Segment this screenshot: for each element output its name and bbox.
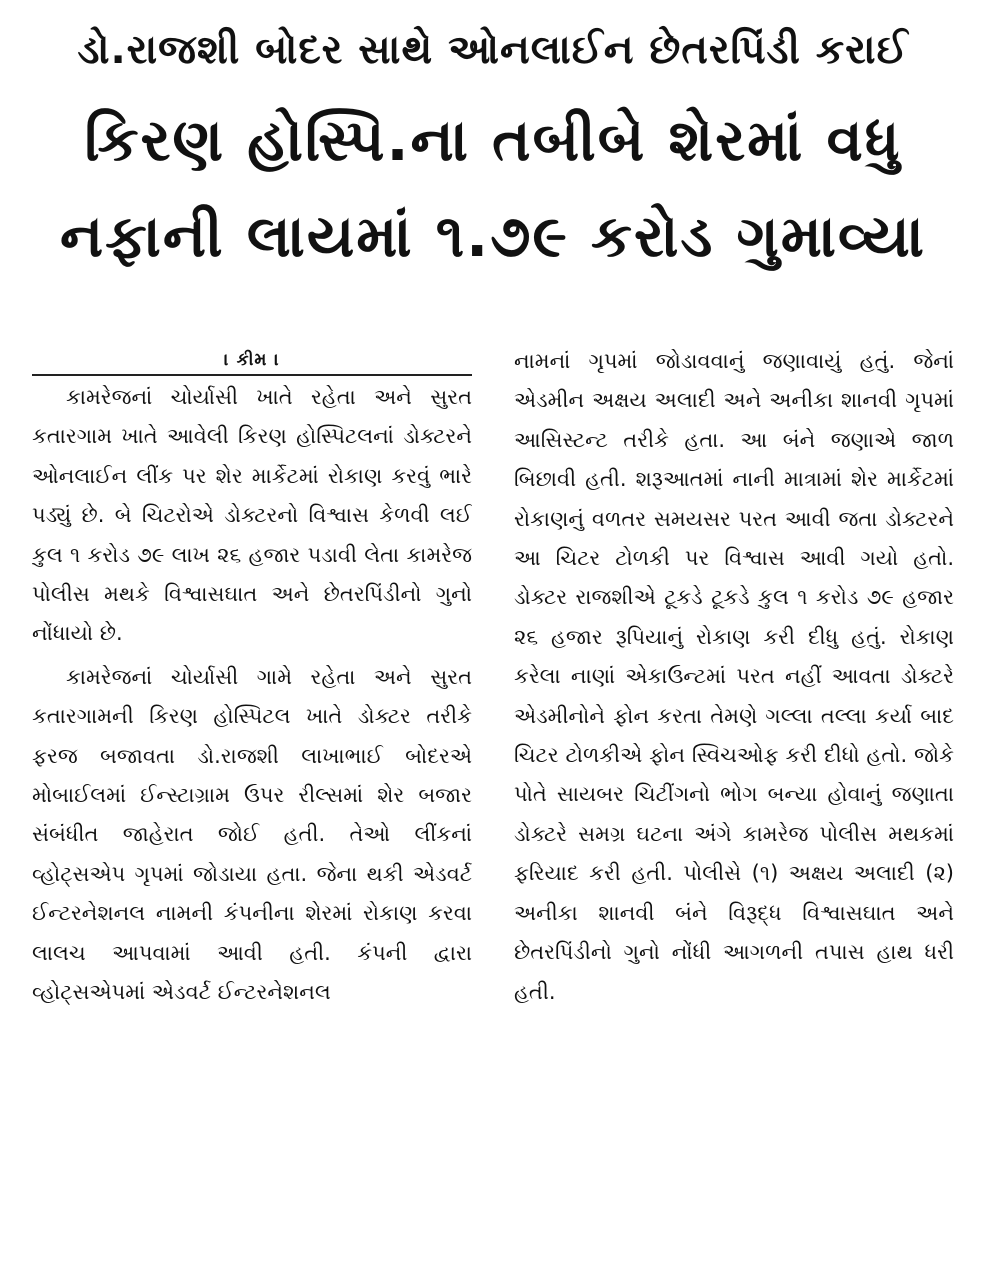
right-paragraph-1: નામનાં ગૃપમાં જોડાવવાનું જણાવાયું હતું. જેનાં એડમીન અક્ષય અલાદી અને અનીકા શાનવી ગૃપમાં આસિસ્ટન્ટ તરીકે હતા. આ બંને જણાએ જાળ બિછાવી હતી. શરૂઆતમાં નાની માત્રામાં શેર માર્કેટમાં રોકાણનું વળતર સમયસર પરત આવી જતા ડોક્ટરને આ ચિટર ટોળકી પર વિશ્વાસ આવી ગયો હતો. ડોક્ટર રાજશીએ ટૂકડે ટૂકડે કુલ ૧ કરોડ ૭૯ હજાર ૨૬ હજાર રૂપિયાનું રોકાણ કરી દીધુ હતું. રોકાણ કરેલા નાણાં એકાઉન્ટમાં પરત નહીં આવતા ડોક્ટરે એડમીનોને ફોન કરતા તેમણે ગલ્લા તલ્લા કર્યા બાદ ચિટર ટોળકીએ ફોન સ્વિચઓફ કરી દીધો હતો. જોકે પોતે સાયબર ચિટીંગનો ભોગ બન્યા હોવાનું જણાતા ડોક્ટરે સમગ્ર ઘટના અંગે કામરેજ પોલીસ મથકમાં ફરિયાદ કરી હતી. પોલીસે (૧) અક્ષય અલાદી (૨) અનીકા શાનવી બંને વિરૂદ્ધ વિશ્વાસઘાત અને છેતરપિંડીનો ગુનો નોંધી આગળની તપાસ હાથ ધરી હતી.	[514, 349, 954, 1004]
article-body	[32, 342, 954, 1262]
left-column	[32, 342, 472, 1262]
kicker-line: ડો.રાજશી બોદર સાથે ઓનલાઈન છેતરપિંડી કરાઈ	[77, 27, 909, 73]
dateline: । કીમ ।	[224, 350, 280, 370]
headline-line-2: નફાની લાયમાં ૧.૭૯ કરોડ ગુમાવ્યા	[60, 202, 926, 270]
headline-line-1: કિરણ હોસ્પિ.ના તબીબે શેરમાં વધુ	[84, 106, 902, 174]
dateline-bar	[32, 342, 472, 376]
left-paragraph-2: કામરેજનાં ચોર્યાસી ગામે રહેતા અને સુરત કતારગામની કિરણ હોસ્પિટલ ખાતે ડોક્ટર તરીકે ફરજ બજાવતા ડો.રાજશી લાખાભાઈ બોદરએ મોબાઈલમાં ઈન્સ્ટાગ્રામ ઉપર રીલ્સમાં શેર બજાર સંબંધીત જાહેરાત જોઈ હતી. તેઓ લીંકનાં વ્હોટ્સએપ ગૃપમાં જોડાયા હતા. જેના થકી એડવર્ટ ઈન્ટરનેશનલ નામની કંપનીના શેરમાં રોકાણ કરવા લાલચ આપવામાં આવી હતી. કંપની દ્વારા વ્હોટ્સએપમાં એડવર્ટ ઈન્ટરનેશનલ	[32, 664, 472, 1005]
right-column	[514, 342, 954, 1262]
left-paragraph-1: કામરેજનાં ચોર્યાસી ખાતે રહેતા અને સુરત કતારગામ ખાતે આવેલી કિરણ હોસ્પિટલનાં ડોક્ટરને ઓનલાઈન લીંક પર શેર માર્કેટમાં રોકાણ કરવું ભારે પડ્યું છે. બે ચિટરોએ ડોક્ટરનો વિશ્વાસ કેળવી લઈ કુલ ૧ કરોડ ૭૯ લાખ ૨૬ હજાર પડાવી લેતા કામરેજ પોલીસ મથકે વિશ્વાસઘાત અને છેતરપિંડીનો ગુનો નોંધાયો છે.	[32, 385, 472, 646]
